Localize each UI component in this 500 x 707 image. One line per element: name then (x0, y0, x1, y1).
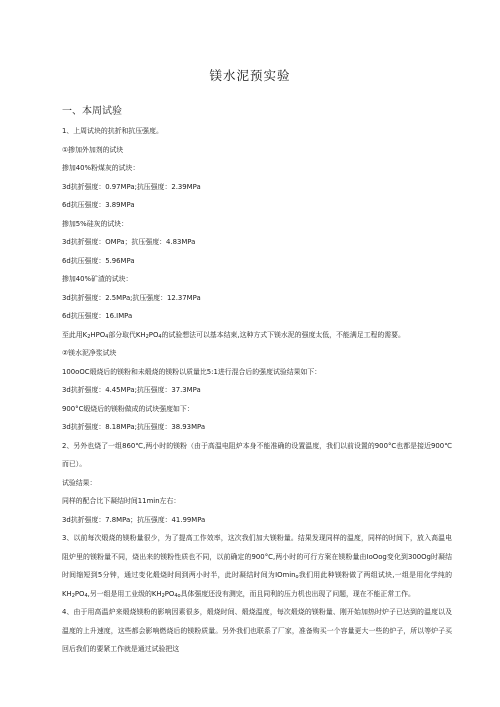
text-line: 3d抗折强度：0.97MPa;抗压强度：2.39MPa (62, 182, 201, 191)
text-line: 3d抗折强度：8.18MPa;抗压强度：38.93MPa (62, 423, 206, 431)
text-line: 900°C煅烧后的镁粉做成的试块强度如下： (62, 404, 194, 413)
document-body (62, 122, 452, 659)
text-line: 3d抗折强度：2.5MPa;抗压强度：12.37MPa (62, 293, 201, 302)
paragraph-item-3: 3、以前每次煅烧的镁粉量很少，为了提高工作效率，这次我们加大镁粉量。结果发现同样的温度，同样的时间下，放入高温电阻炉里的镁粉量不同，烧出来的镁粉性质也不同，以前确定的900°C,两小时的可行方案在镁粉量由IoOog变化到300Og时凝结时间缩短到5分钟，通过变化煅烧时间到两小时半，此时凝结时间为IOmin$_o$我们用此种镁粉做了两组试块,一组是用化学纯的$KH_2PO_4$,另一组是用工业级的$KH_2PO_{4o}$具体强度还没有测完，而且同利的压力机也出现了问题，现在不能正常工作。 (62, 534, 452, 599)
text-line: 掺加40%粉煤灰的试块： (62, 164, 140, 172)
text-line: 1、上周试块的抗折和抗压强度。 (62, 127, 163, 135)
text-line: 3d抗折强度：7.8MPa；抗压强度：41.99MPa (62, 515, 206, 524)
text-line: 6d抗压强度：5.96MPa (62, 256, 135, 265)
section-heading: 一、本周试验 (62, 106, 122, 117)
text-line: ②镁水泥净浆试块 (62, 349, 117, 357)
text-line: 6d抗压强度：3.89MPa (62, 201, 135, 209)
paragraph-item-4: 4、由于用高温炉来煅烧镁粉的影响因素很多，煅烧时间、煅烧温度，每次煅烧的镁粉量、刚开始加热时炉子已达到的温度以及温度的上升速度，这些都会影响燃烧后的镁粉质量。另外我们也联系了厂家，准备购买一个容量更大一些的炉子，所以等炉子买回后我们的要紧工作就是通过试验把这 (62, 608, 452, 653)
text-line: 3d抗折强度：4.45MPa;抗压强度：37.3MPa (62, 386, 201, 394)
text-line: 3d抗折强度：OMPa；抗压强度：4.83MPa (62, 238, 196, 246)
paragraph-item-2: 2、另外也烧了一组860℃,两小时的镁粉（由于高温电阻炉本身不能准确的设置温度，我们以前设置的900°C也都是接近900℃而已）。 (62, 441, 452, 468)
text-line: 同样的配合比下凝结时间11min左右： (62, 497, 181, 505)
text-line: 试验结果： (62, 478, 97, 487)
text-line: 掺加40%矿渣的试块： (62, 275, 133, 283)
text-line: ①掺加外加剂的试块 (62, 145, 124, 154)
text-line: 100oOC煅烧后的镁粉和未煅烧的镁粉以质量比5:1进行混合后的强度试验结果如下： (62, 367, 322, 376)
text-line: 6d抗压强度：16.IMPa (62, 312, 133, 320)
document-title: 镁水泥预实验 (209, 68, 291, 83)
text-line: 掺加5%硅灰的试块： (62, 219, 129, 228)
paragraph-kh2po4: 至此用$K_2HPO_4$部分取代$KH_2PO_4$的试验想法可以基本结束,这种方式下镁水泥的强度太低，不能满足工程的需要。 (62, 330, 405, 340)
